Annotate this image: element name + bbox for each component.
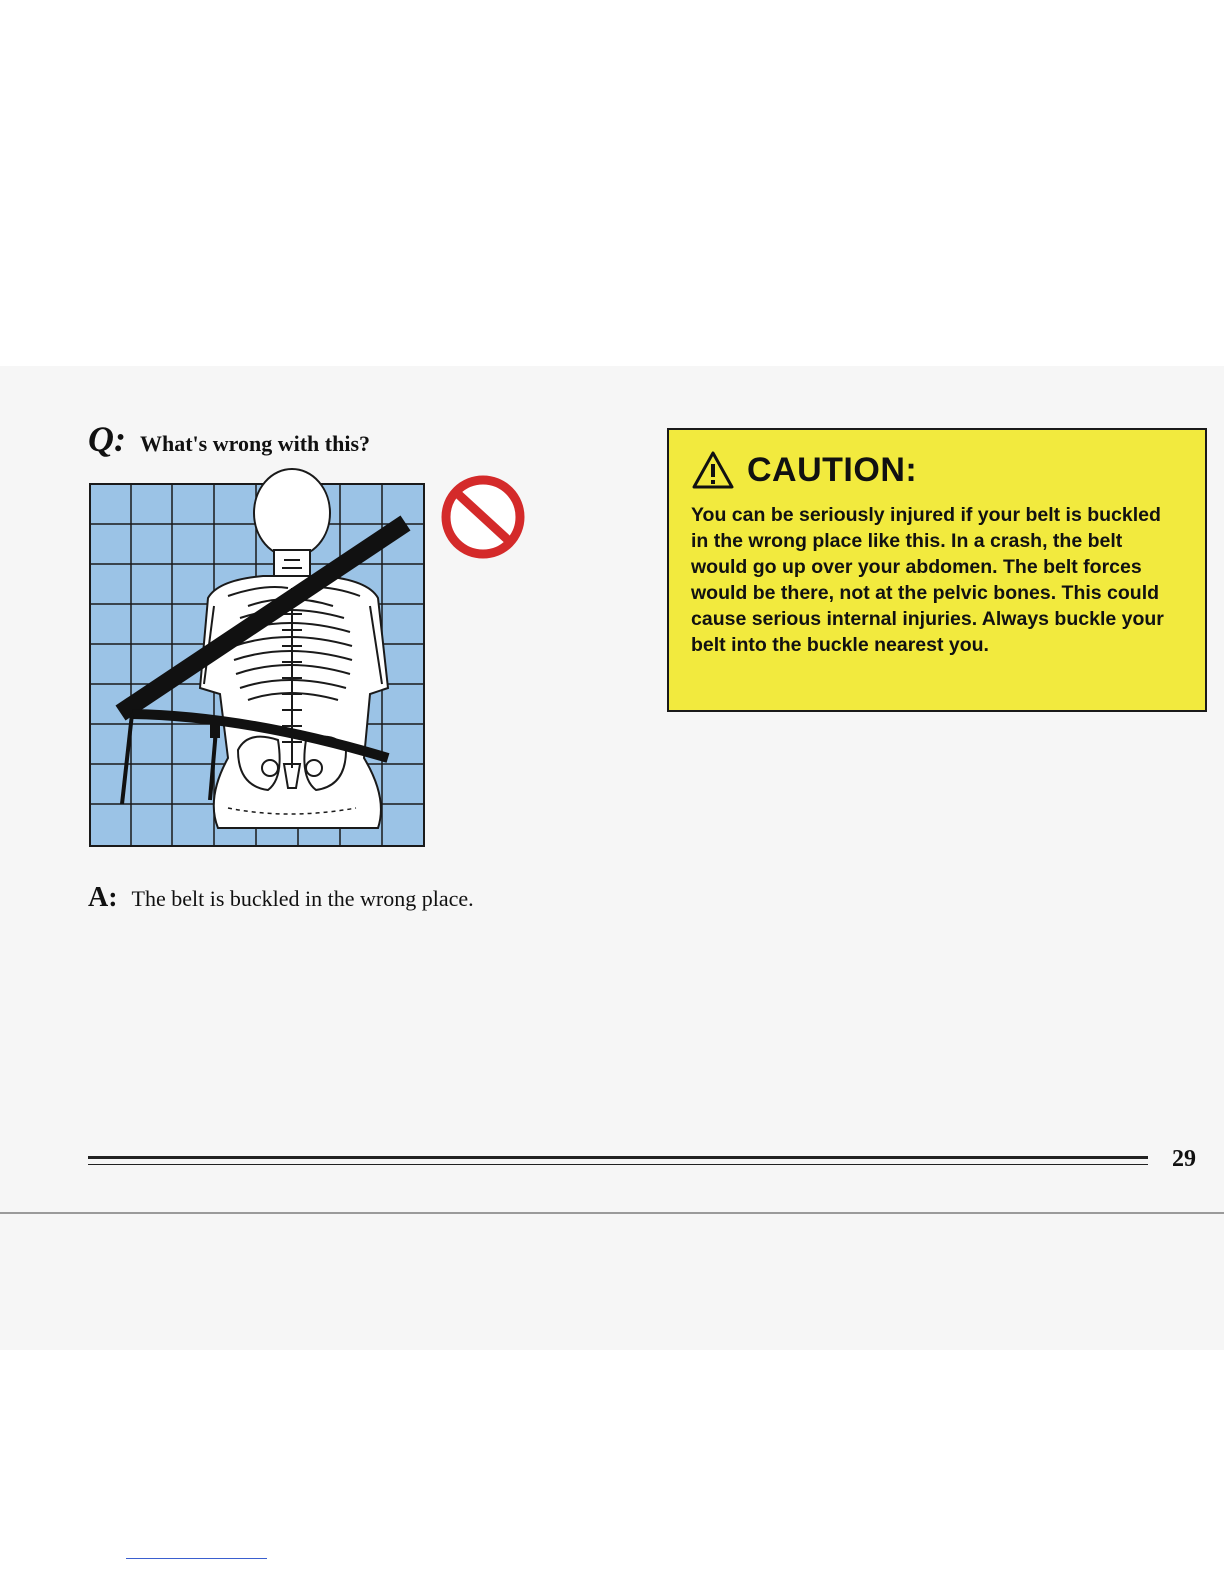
answer-text: The belt is buckled in the wrong place. — [131, 886, 474, 911]
caution-box — [667, 428, 1207, 712]
footer-rule-thin — [88, 1164, 1148, 1165]
question-marker: Q: — [88, 419, 126, 459]
caution-title: CAUTION: — [747, 450, 918, 489]
page-edge-line — [0, 1212, 1224, 1214]
answer-line — [88, 882, 474, 914]
question-line — [88, 418, 370, 458]
answer-marker: A: — [88, 882, 118, 913]
warning-triangle-icon — [691, 450, 735, 490]
caution-text: You can be seriously injured if your belt is buckled in the wrong place like this. In a crash, the belt would go up over your abdomen. The belt forces would be there, not at the pelvic bones. This could cause serious internal injuries. Always buckle your belt into the buckle nearest you. — [691, 504, 1164, 656]
belt-illustration — [88, 468, 428, 850]
caution-header — [691, 450, 1183, 490]
link-underline — [126, 1558, 267, 1559]
no-entry-icon — [438, 472, 528, 562]
footer-rule-thick — [88, 1156, 1148, 1159]
question-text: What's wrong with this? — [140, 431, 371, 456]
page-number: 29 — [1172, 1146, 1196, 1172]
